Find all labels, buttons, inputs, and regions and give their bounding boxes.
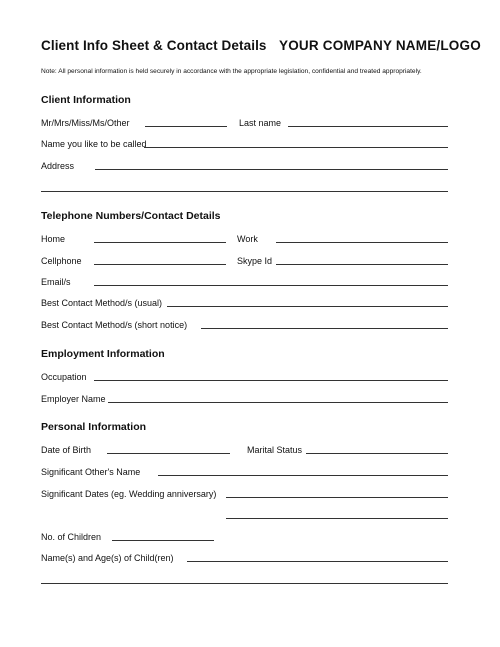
occupation-field[interactable] (94, 380, 448, 381)
title-label: Mr/Mrs/Miss/Ms/Other (41, 118, 130, 128)
cellphone-field[interactable] (94, 264, 226, 265)
section-heading-client: Client Information (41, 94, 131, 106)
significant-dates-field-line-2[interactable] (226, 518, 448, 519)
section-heading-personal: Personal Information (41, 421, 147, 433)
email-label: Email/s (41, 277, 71, 287)
employer-name-field[interactable] (108, 402, 448, 403)
last-name-field[interactable] (288, 126, 448, 127)
date-of-birth-field[interactable] (107, 453, 230, 454)
significant-other-field[interactable] (158, 475, 448, 476)
significant-dates-label: Significant Dates (eg. Wedding anniversary) (41, 489, 217, 499)
section-heading-telephone: Telephone Numbers/Contact Details (41, 210, 221, 222)
section-heading-employment: Employment Information (41, 348, 165, 360)
work-phone-label: Work (237, 234, 258, 244)
children-names-ages-label: Name(s) and Age(s) of Child(ren) (41, 553, 174, 563)
home-phone-field[interactable] (94, 242, 226, 243)
title-field[interactable] (145, 126, 227, 127)
email-field[interactable] (94, 285, 448, 286)
work-phone-field[interactable] (276, 242, 448, 243)
significant-other-label: Significant Other's Name (41, 467, 141, 477)
address-field-line-1[interactable] (95, 169, 448, 170)
skype-id-field[interactable] (276, 264, 448, 265)
marital-status-field[interactable] (306, 453, 448, 454)
address-field-line-2[interactable] (41, 191, 448, 192)
preferred-name-field[interactable] (144, 147, 448, 148)
best-contact-short-label: Best Contact Method/s (short notice) (41, 320, 188, 330)
date-of-birth-label: Date of Birth (41, 445, 92, 455)
occupation-label: Occupation (41, 372, 87, 382)
employer-name-label: Employer Name (41, 394, 106, 404)
preferred-name-label: Name you like to be called (41, 139, 147, 149)
children-names-ages-field-line-1[interactable] (187, 561, 448, 562)
best-contact-short-field[interactable] (201, 328, 448, 329)
last-name-label: Last name (239, 118, 282, 128)
privacy-note: Note: All personal information is held securely in accordance with the appropriate legislation, confidential and treated appropriately. (41, 68, 422, 75)
best-contact-usual-field[interactable] (167, 306, 448, 307)
skype-id-label: Skype Id (237, 256, 273, 266)
company-logo-placeholder: YOUR COMPANY NAME/LOGO (279, 38, 481, 53)
children-names-ages-field-line-2[interactable] (41, 583, 448, 584)
number-of-children-field[interactable] (112, 540, 214, 541)
cellphone-label: Cellphone (41, 256, 82, 266)
best-contact-usual-label: Best Contact Method/s (usual) (41, 298, 163, 308)
number-of-children-label: No. of Children (41, 532, 102, 542)
home-phone-label: Home (41, 234, 66, 244)
address-label: Address (41, 161, 75, 171)
form-title: Client Info Sheet & Contact Details (41, 38, 267, 53)
marital-status-label: Marital Status (247, 445, 303, 455)
significant-dates-field-line-1[interactable] (226, 497, 448, 498)
